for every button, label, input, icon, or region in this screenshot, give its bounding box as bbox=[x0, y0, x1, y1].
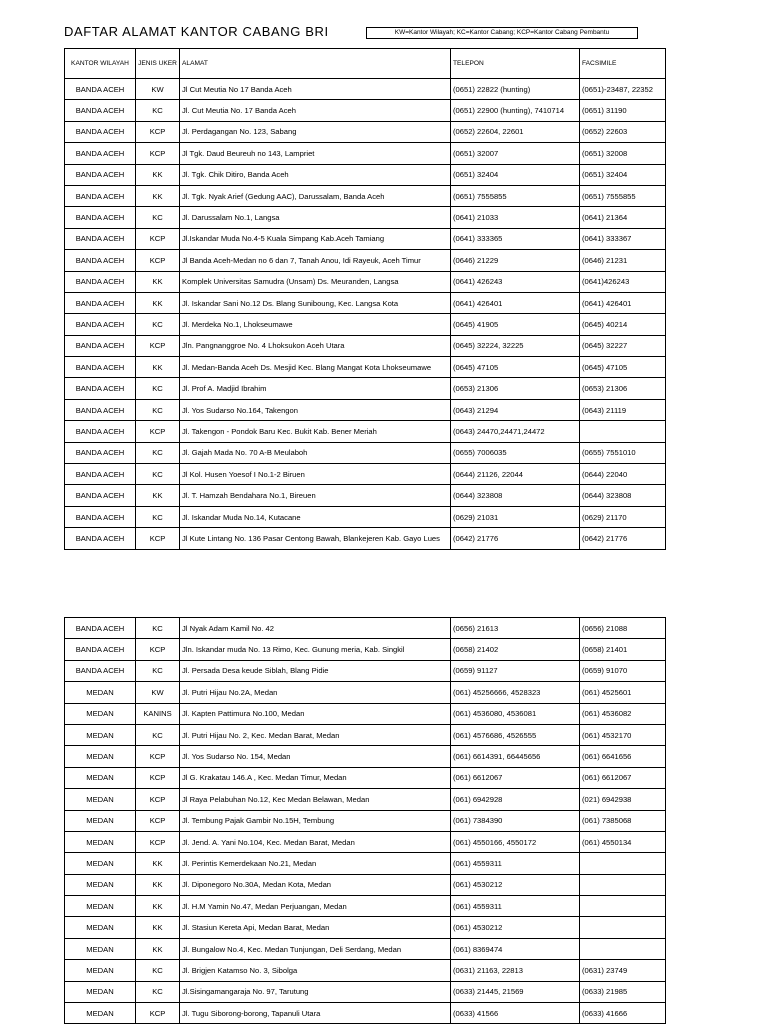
cell-alamat: Jl Kol. Husen Yoesof I No.1-2 Biruen bbox=[180, 464, 451, 485]
cell-kantor-wilayah: MEDAN bbox=[65, 960, 136, 981]
cell-alamat: Jl. Diponegoro No.30A, Medan Kota, Medan bbox=[180, 874, 451, 895]
cell-kantor-wilayah: BANDA ACEH bbox=[65, 143, 136, 164]
cell-alamat: Jl. Brigjen Katamso No. 3, Sibolga bbox=[180, 960, 451, 981]
table-body-top bbox=[65, 79, 666, 550]
cell-telepon: (061) 7384390 bbox=[451, 810, 580, 831]
cell-facsimile: (061) 6641656 bbox=[580, 746, 666, 767]
cell-jenis-uker: KCP bbox=[136, 528, 180, 549]
cell-kantor-wilayah: BANDA ACEH bbox=[65, 399, 136, 420]
table-row bbox=[65, 292, 666, 313]
cell-facsimile bbox=[580, 917, 666, 938]
table-row bbox=[65, 810, 666, 831]
cell-telepon: (0641) 426401 bbox=[451, 292, 580, 313]
cell-alamat: Jl. Darussalam No.1, Langsa bbox=[180, 207, 451, 228]
cell-alamat: Jl Banda Aceh-Medan no 6 dan 7, Tanah Anou, Idi Rayeuk, Aceh Timur bbox=[180, 250, 451, 271]
table-row bbox=[65, 485, 666, 506]
header-facsimile: FACSIMILE bbox=[580, 49, 666, 79]
cell-jenis-uker: KC bbox=[136, 464, 180, 485]
cell-kantor-wilayah: BANDA ACEH bbox=[65, 164, 136, 185]
cell-jenis-uker: KC bbox=[136, 660, 180, 681]
cell-jenis-uker: KCP bbox=[136, 335, 180, 356]
cell-telepon: (061) 6612067 bbox=[451, 767, 580, 788]
cell-kantor-wilayah: MEDAN bbox=[65, 746, 136, 767]
table-row bbox=[65, 314, 666, 335]
cell-facsimile: (061) 4550134 bbox=[580, 831, 666, 852]
cell-facsimile: (0642) 21776 bbox=[580, 528, 666, 549]
table-row bbox=[65, 79, 666, 100]
cell-facsimile: (0655) 7551010 bbox=[580, 442, 666, 463]
cell-jenis-uker: KC bbox=[136, 618, 180, 639]
table-row bbox=[65, 164, 666, 185]
cell-facsimile: (061) 4536082 bbox=[580, 703, 666, 724]
cell-kantor-wilayah: BANDA ACEH bbox=[65, 314, 136, 335]
cell-telepon: (0651) 32007 bbox=[451, 143, 580, 164]
cell-telepon: (0641) 21033 bbox=[451, 207, 580, 228]
cell-jenis-uker: KCP bbox=[136, 121, 180, 142]
cell-alamat: Jln. Iskandar muda No. 13 Rimo, Kec. Gunung meria, Kab. Singkil bbox=[180, 639, 451, 660]
cell-jenis-uker: KC bbox=[136, 960, 180, 981]
table-row bbox=[65, 250, 666, 271]
cell-jenis-uker: KW bbox=[136, 682, 180, 703]
cell-kantor-wilayah: BANDA ACEH bbox=[65, 618, 136, 639]
cell-telepon: (0641) 426243 bbox=[451, 271, 580, 292]
cell-jenis-uker: KCP bbox=[136, 810, 180, 831]
cell-jenis-uker: KC bbox=[136, 981, 180, 1002]
cell-alamat: Jl. Tugu Siborong-borong, Tapanuli Utara bbox=[180, 1003, 451, 1024]
branch-table-top bbox=[64, 48, 666, 550]
cell-jenis-uker: KCP bbox=[136, 143, 180, 164]
cell-jenis-uker: KCP bbox=[136, 767, 180, 788]
cell-telepon: (061) 4576686, 4526555 bbox=[451, 724, 580, 745]
cell-kantor-wilayah: MEDAN bbox=[65, 789, 136, 810]
cell-kantor-wilayah: BANDA ACEH bbox=[65, 250, 136, 271]
table-row bbox=[65, 831, 666, 852]
cell-alamat: Jl. Jend. A. Yani No.104, Kec. Medan Barat, Medan bbox=[180, 831, 451, 852]
cell-jenis-uker: KK bbox=[136, 917, 180, 938]
cell-facsimile: (0653) 21306 bbox=[580, 378, 666, 399]
table-row bbox=[65, 724, 666, 745]
cell-telepon: (0651) 32404 bbox=[451, 164, 580, 185]
table-row bbox=[65, 896, 666, 917]
cell-alamat: Jl. Yos Sudarso No. 154, Medan bbox=[180, 746, 451, 767]
cell-jenis-uker: KW bbox=[136, 79, 180, 100]
cell-jenis-uker: KC bbox=[136, 724, 180, 745]
cell-jenis-uker: KCP bbox=[136, 789, 180, 810]
cell-alamat: Jl Tgk. Daud Beureuh no 143, Lampriet bbox=[180, 143, 451, 164]
cell-facsimile: (0631) 23749 bbox=[580, 960, 666, 981]
cell-telepon: (0644) 21126, 22044 bbox=[451, 464, 580, 485]
cell-telepon: (061) 45256666, 4528323 bbox=[451, 682, 580, 703]
cell-facsimile: (0659) 91070 bbox=[580, 660, 666, 681]
table-body-bottom bbox=[65, 618, 666, 1024]
cell-alamat: Jl. Iskandar Sani No.12 Ds. Blang Suniboung, Kec. Langsa Kota bbox=[180, 292, 451, 313]
cell-alamat: Jl. Tembung Pajak Gambir No.15H, Tembung bbox=[180, 810, 451, 831]
cell-kantor-wilayah: BANDA ACEH bbox=[65, 271, 136, 292]
cell-facsimile: (021) 6942938 bbox=[580, 789, 666, 810]
cell-facsimile: (0643) 21119 bbox=[580, 399, 666, 420]
cell-kantor-wilayah: BANDA ACEH bbox=[65, 464, 136, 485]
cell-telepon: (061) 4559311 bbox=[451, 853, 580, 874]
cell-kantor-wilayah: BANDA ACEH bbox=[65, 335, 136, 356]
table-row bbox=[65, 421, 666, 442]
cell-telepon: (0641) 333365 bbox=[451, 228, 580, 249]
cell-facsimile: (0644) 22040 bbox=[580, 464, 666, 485]
cell-telepon: (061) 8369474 bbox=[451, 938, 580, 959]
cell-alamat: Jl Raya Pelabuhan No.12, Kec Medan Belawan, Medan bbox=[180, 789, 451, 810]
cell-facsimile: (0641) 426401 bbox=[580, 292, 666, 313]
cell-kantor-wilayah: BANDA ACEH bbox=[65, 292, 136, 313]
cell-telepon: (0645) 47105 bbox=[451, 357, 580, 378]
cell-alamat: Jl. Perdagangan No. 123, Sabang bbox=[180, 121, 451, 142]
cell-facsimile: (0645) 40214 bbox=[580, 314, 666, 335]
cell-facsimile: (061) 6612067 bbox=[580, 767, 666, 788]
cell-telepon: (061) 4559311 bbox=[451, 896, 580, 917]
table-row bbox=[65, 703, 666, 724]
cell-facsimile bbox=[580, 874, 666, 895]
cell-alamat: Jl. Cut Meutia No. 17 Banda Aceh bbox=[180, 100, 451, 121]
cell-telepon: (0629) 21031 bbox=[451, 506, 580, 527]
table-row bbox=[65, 378, 666, 399]
cell-kantor-wilayah: BANDA ACEH bbox=[65, 639, 136, 660]
cell-facsimile: (061) 4525601 bbox=[580, 682, 666, 703]
legend-box: KW=Kantor Wilayah; KC=Kantor Cabang; KCP=Kantor Cabang Pembantu bbox=[366, 27, 638, 39]
cell-alamat: Jl. Tgk. Chik Ditiro, Banda Aceh bbox=[180, 164, 451, 185]
table-row bbox=[65, 228, 666, 249]
cell-kantor-wilayah: BANDA ACEH bbox=[65, 378, 136, 399]
cell-jenis-uker: KCP bbox=[136, 831, 180, 852]
cell-alamat: Jl Kute Lintang No. 136 Pasar Centong Bawah, Blankejeren Kab. Gayo Lues bbox=[180, 528, 451, 549]
cell-kantor-wilayah: BANDA ACEH bbox=[65, 207, 136, 228]
cell-kantor-wilayah: BANDA ACEH bbox=[65, 185, 136, 206]
cell-kantor-wilayah: MEDAN bbox=[65, 831, 136, 852]
cell-facsimile bbox=[580, 938, 666, 959]
cell-facsimile: (0651) 32008 bbox=[580, 143, 666, 164]
cell-telepon: (0631) 21163, 22813 bbox=[451, 960, 580, 981]
table-row bbox=[65, 143, 666, 164]
cell-facsimile: (0641) 333367 bbox=[580, 228, 666, 249]
cell-facsimile bbox=[580, 853, 666, 874]
cell-alamat: Jl. Medan-Banda Aceh Ds. Mesjid Kec. Blang Mangat Kota Lhokseumawe bbox=[180, 357, 451, 378]
cell-kantor-wilayah: MEDAN bbox=[65, 724, 136, 745]
cell-jenis-uker: KK bbox=[136, 185, 180, 206]
cell-telepon: (0652) 22604, 22601 bbox=[451, 121, 580, 142]
cell-telepon: (061) 4530212 bbox=[451, 874, 580, 895]
cell-telepon: (061) 6614391, 66445656 bbox=[451, 746, 580, 767]
cell-telepon: (0645) 32224, 32225 bbox=[451, 335, 580, 356]
table-row bbox=[65, 100, 666, 121]
cell-facsimile: (0651)-23487, 22352 bbox=[580, 79, 666, 100]
table-row bbox=[65, 464, 666, 485]
cell-facsimile: (0658) 21401 bbox=[580, 639, 666, 660]
cell-kantor-wilayah: BANDA ACEH bbox=[65, 506, 136, 527]
cell-alamat: Jl. Putri Hijau No. 2, Kec. Medan Barat, Medan bbox=[180, 724, 451, 745]
cell-jenis-uker: KCP bbox=[136, 1003, 180, 1024]
cell-telepon: (0633) 41566 bbox=[451, 1003, 580, 1024]
cell-jenis-uker: KC bbox=[136, 399, 180, 420]
table-row bbox=[65, 506, 666, 527]
cell-telepon: (0656) 21613 bbox=[451, 618, 580, 639]
cell-jenis-uker: KC bbox=[136, 506, 180, 527]
cell-kantor-wilayah: MEDAN bbox=[65, 810, 136, 831]
cell-telepon: (061) 4550166, 4550172 bbox=[451, 831, 580, 852]
header-jenis-uker: JENIS UKER bbox=[136, 49, 180, 79]
table-row bbox=[65, 938, 666, 959]
cell-jenis-uker: KK bbox=[136, 271, 180, 292]
cell-kantor-wilayah: MEDAN bbox=[65, 896, 136, 917]
cell-facsimile: (0633) 41666 bbox=[580, 1003, 666, 1024]
cell-telepon: (0651) 7555855 bbox=[451, 185, 580, 206]
cell-alamat: Jl.Iskandar Muda No.4-5 Kuala Simpang Kab.Aceh Tamiang bbox=[180, 228, 451, 249]
cell-jenis-uker: KCP bbox=[136, 746, 180, 767]
table-row bbox=[65, 917, 666, 938]
cell-jenis-uker: KK bbox=[136, 164, 180, 185]
cell-jenis-uker: KK bbox=[136, 938, 180, 959]
table-row bbox=[65, 981, 666, 1002]
cell-jenis-uker: KCP bbox=[136, 639, 180, 660]
cell-facsimile: (0646) 21231 bbox=[580, 250, 666, 271]
cell-kantor-wilayah: MEDAN bbox=[65, 981, 136, 1002]
cell-facsimile bbox=[580, 896, 666, 917]
table-row bbox=[65, 442, 666, 463]
table-row bbox=[65, 639, 666, 660]
table-header-row bbox=[65, 49, 666, 79]
cell-alamat: Jl. T. Hamzah Bendahara No.1, Bireuen bbox=[180, 485, 451, 506]
cell-kantor-wilayah: BANDA ACEH bbox=[65, 228, 136, 249]
table-row bbox=[65, 207, 666, 228]
cell-jenis-uker: KK bbox=[136, 874, 180, 895]
cell-facsimile: (0629) 21170 bbox=[580, 506, 666, 527]
cell-jenis-uker: KC bbox=[136, 100, 180, 121]
cell-jenis-uker: KC bbox=[136, 314, 180, 335]
cell-alamat: Jl Cut Meutia No 17 Banda Aceh bbox=[180, 79, 451, 100]
document-title: DAFTAR ALAMAT KANTOR CABANG BRI bbox=[64, 24, 329, 39]
table-row bbox=[65, 618, 666, 639]
cell-telepon: (0642) 21776 bbox=[451, 528, 580, 549]
cell-jenis-uker: KC bbox=[136, 378, 180, 399]
cell-jenis-uker: KC bbox=[136, 207, 180, 228]
cell-alamat: Jl. Gajah Mada No. 70 A-B Meulaboh bbox=[180, 442, 451, 463]
cell-telepon: (0643) 21294 bbox=[451, 399, 580, 420]
table-row bbox=[65, 767, 666, 788]
cell-telepon: (0659) 91127 bbox=[451, 660, 580, 681]
cell-telepon: (0653) 21306 bbox=[451, 378, 580, 399]
cell-telepon: (0644) 323808 bbox=[451, 485, 580, 506]
cell-alamat: Komplek Universitas Samudra (Unsam) Ds. Meuranden, Langsa bbox=[180, 271, 451, 292]
cell-facsimile: (061) 4532170 bbox=[580, 724, 666, 745]
cell-alamat: Jl. Tgk. Nyak Arief (Gedung AAC), Darussalam, Banda Aceh bbox=[180, 185, 451, 206]
table-row bbox=[65, 528, 666, 549]
cell-jenis-uker: KK bbox=[136, 292, 180, 313]
cell-alamat: Jl. Persada Desa keude Siblah, Blang Pidie bbox=[180, 660, 451, 681]
cell-telepon: (0643) 24470,24471,24472 bbox=[451, 421, 580, 442]
cell-facsimile: (0641) 21364 bbox=[580, 207, 666, 228]
cell-alamat: Jl. Iskandar Muda No.14, Kutacane bbox=[180, 506, 451, 527]
table-row bbox=[65, 660, 666, 681]
cell-facsimile bbox=[580, 421, 666, 442]
table-row bbox=[65, 357, 666, 378]
cell-kantor-wilayah: BANDA ACEH bbox=[65, 485, 136, 506]
cell-jenis-uker: KCP bbox=[136, 228, 180, 249]
cell-alamat: Jl. Prof A. Madjid Ibrahim bbox=[180, 378, 451, 399]
cell-jenis-uker: KK bbox=[136, 896, 180, 917]
cell-telepon: (0655) 7006035 bbox=[451, 442, 580, 463]
cell-kantor-wilayah: BANDA ACEH bbox=[65, 528, 136, 549]
cell-kantor-wilayah: MEDAN bbox=[65, 703, 136, 724]
cell-kantor-wilayah: MEDAN bbox=[65, 874, 136, 895]
cell-jenis-uker: KK bbox=[136, 357, 180, 378]
branch-table-bottom bbox=[64, 617, 666, 1024]
cell-jenis-uker: KCP bbox=[136, 421, 180, 442]
cell-jenis-uker: KCP bbox=[136, 250, 180, 271]
cell-alamat: Jl. Merdeka No.1, Lhokseumawe bbox=[180, 314, 451, 335]
cell-kantor-wilayah: BANDA ACEH bbox=[65, 357, 136, 378]
cell-kantor-wilayah: MEDAN bbox=[65, 938, 136, 959]
cell-alamat: Jl. Kapten Pattimura No.100, Medan bbox=[180, 703, 451, 724]
cell-alamat: Jl. Stasiun Kereta Api, Medan Barat, Medan bbox=[180, 917, 451, 938]
cell-telepon: (061) 4536080, 4536081 bbox=[451, 703, 580, 724]
table-row bbox=[65, 185, 666, 206]
table-row bbox=[65, 746, 666, 767]
table-row bbox=[65, 1003, 666, 1024]
cell-kantor-wilayah: BANDA ACEH bbox=[65, 121, 136, 142]
cell-telepon: (0645) 41905 bbox=[451, 314, 580, 335]
cell-jenis-uker: KANINS bbox=[136, 703, 180, 724]
cell-kantor-wilayah: BANDA ACEH bbox=[65, 442, 136, 463]
cell-kantor-wilayah: MEDAN bbox=[65, 917, 136, 938]
cell-telepon: (0651) 22822 (hunting) bbox=[451, 79, 580, 100]
cell-alamat: Jln. Pangnanggroe No. 4 Lhoksukon Aceh Utara bbox=[180, 335, 451, 356]
cell-facsimile: (0651) 32404 bbox=[580, 164, 666, 185]
cell-telepon: (0646) 21229 bbox=[451, 250, 580, 271]
cell-telepon: (0651) 22900 (hunting), 7410714 bbox=[451, 100, 580, 121]
cell-facsimile: (061) 7385068 bbox=[580, 810, 666, 831]
cell-jenis-uker: KC bbox=[136, 442, 180, 463]
table-row bbox=[65, 960, 666, 981]
cell-jenis-uker: KK bbox=[136, 485, 180, 506]
header-alamat: ALAMAT bbox=[180, 49, 451, 79]
cell-facsimile: (0633) 21985 bbox=[580, 981, 666, 1002]
cell-facsimile: (0645) 32227 bbox=[580, 335, 666, 356]
cell-alamat: Jl Nyak Adam Kamil No. 42 bbox=[180, 618, 451, 639]
header-telepon: TELEPON bbox=[451, 49, 580, 79]
cell-alamat: Jl. Yos Sudarso No.164, Takengon bbox=[180, 399, 451, 420]
table-row bbox=[65, 874, 666, 895]
table-row bbox=[65, 121, 666, 142]
cell-facsimile: (0651) 7555855 bbox=[580, 185, 666, 206]
cell-facsimile: (0645) 47105 bbox=[580, 357, 666, 378]
table-row bbox=[65, 399, 666, 420]
cell-kantor-wilayah: MEDAN bbox=[65, 767, 136, 788]
cell-alamat: Jl. Perintis Kemerdekaan No.21, Medan bbox=[180, 853, 451, 874]
cell-kantor-wilayah: BANDA ACEH bbox=[65, 100, 136, 121]
cell-facsimile: (0656) 21088 bbox=[580, 618, 666, 639]
cell-kantor-wilayah: MEDAN bbox=[65, 682, 136, 703]
cell-kantor-wilayah: BANDA ACEH bbox=[65, 421, 136, 442]
cell-kantor-wilayah: BANDA ACEH bbox=[65, 79, 136, 100]
cell-kantor-wilayah: MEDAN bbox=[65, 853, 136, 874]
cell-alamat: Jl.Sisingamangaraja No. 97, Tarutung bbox=[180, 981, 451, 1002]
cell-alamat: Jl. Putri Hijau No.2A, Medan bbox=[180, 682, 451, 703]
header-kantor-wilayah: KANTOR WILAYAH bbox=[65, 49, 136, 79]
cell-facsimile: (0641)426243 bbox=[580, 271, 666, 292]
table-row bbox=[65, 335, 666, 356]
cell-kantor-wilayah: BANDA ACEH bbox=[65, 660, 136, 681]
cell-facsimile: (0651) 31190 bbox=[580, 100, 666, 121]
cell-telepon: (061) 4530212 bbox=[451, 917, 580, 938]
cell-facsimile: (0652) 22603 bbox=[580, 121, 666, 142]
cell-alamat: Jl. H.M Yamin No.47, Medan Perjuangan, Medan bbox=[180, 896, 451, 917]
cell-alamat: Jl. Bungalow No.4, Kec. Medan Tunjungan, Deli Serdang, Medan bbox=[180, 938, 451, 959]
cell-facsimile: (0644) 323808 bbox=[580, 485, 666, 506]
cell-telepon: (061) 6942928 bbox=[451, 789, 580, 810]
table-row bbox=[65, 271, 666, 292]
cell-jenis-uker: KK bbox=[136, 853, 180, 874]
cell-kantor-wilayah: MEDAN bbox=[65, 1003, 136, 1024]
cell-alamat: Jl. Takengon - Pondok Baru Kec. Bukit Kab. Bener Meriah bbox=[180, 421, 451, 442]
cell-telepon: (0633) 21445, 21569 bbox=[451, 981, 580, 1002]
table-row bbox=[65, 853, 666, 874]
table-row bbox=[65, 789, 666, 810]
cell-telepon: (0658) 21402 bbox=[451, 639, 580, 660]
table-row bbox=[65, 682, 666, 703]
cell-alamat: Jl G. Krakatau 146.A , Kec. Medan Timur, Medan bbox=[180, 767, 451, 788]
